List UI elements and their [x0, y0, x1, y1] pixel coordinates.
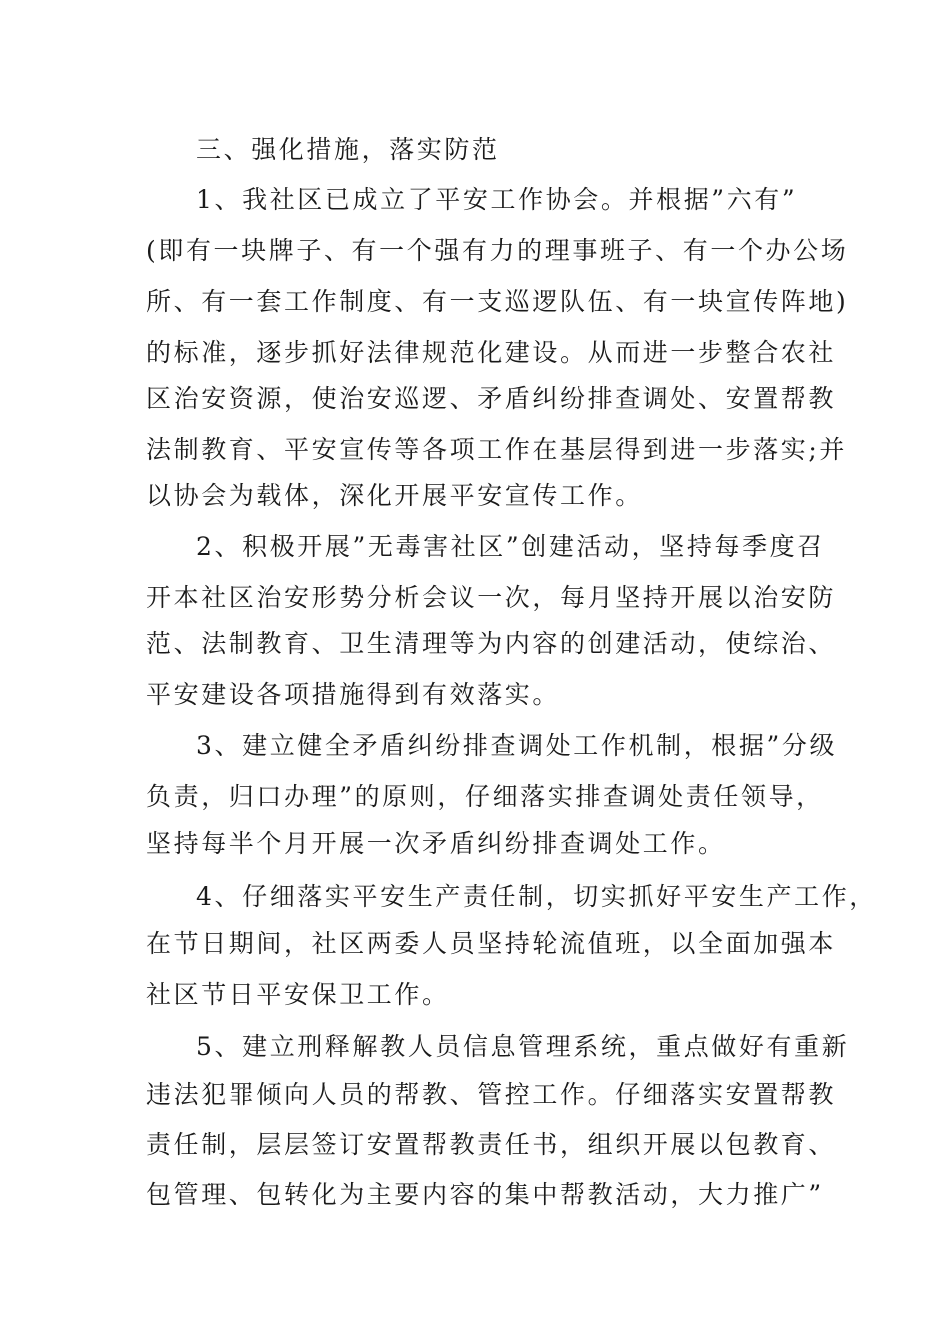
paragraph-line: 2、积极开展”无毒害社区”创建活动，坚持每季度召	[196, 532, 825, 561]
paragraph-line: 责任制，层层签订安置帮教责任书，组织开展以包教育、	[146, 1130, 837, 1159]
paragraph-line: 社区节日平安保卫工作。	[146, 980, 450, 1009]
paragraph-line: 负责，归口办理”的原则，仔细落实排查调处责任领导，	[146, 782, 824, 811]
paragraph-line: 范、法制教育、卫生清理等为内容的创建活动，使综治、	[146, 629, 837, 658]
paragraph-line: 3、建立健全矛盾纠纷排查调处工作机制，根据”分级	[196, 731, 838, 760]
paragraph-line: (即有一块牌子、有一个强有力的理事班子、有一个办公场	[146, 236, 849, 265]
paragraph-line: 开本社区治安形势分析会议一次，每月坚持开展以治安防	[146, 583, 837, 612]
paragraph-line: 违法犯罪倾向人员的帮教、管控工作。仔细落实安置帮教	[146, 1080, 837, 1109]
section-heading: 三、强化措施，落实防范	[196, 135, 500, 164]
paragraph-line: 在节日期间，社区两委人员坚持轮流值班，以全面加强本	[146, 929, 837, 958]
paragraph-line: 4、仔细落实平安生产责任制，切实抓好平安生产工作，	[196, 882, 877, 911]
paragraph-line: 以协会为载体，深化开展平安宣传工作。	[146, 481, 643, 510]
paragraph-line: 5、建立刑释解教人员信息管理系统，重点做好有重新	[196, 1032, 850, 1061]
paragraph-line: 平安建设各项措施得到有效落实。	[146, 680, 561, 709]
paragraph-line: 法制教育、平安宣传等各项工作在基层得到进一步落实;并	[146, 435, 848, 464]
paragraph-line: 1、我社区已成立了平安工作协会。并根据”六有”	[196, 185, 798, 214]
paragraph-line: 区治安资源，使治安巡逻、矛盾纠纷排查调处、安置帮教	[146, 384, 837, 413]
paragraph-line: 所、有一套工作制度、有一支巡逻队伍、有一块宣传阵地)	[146, 287, 849, 316]
paragraph-line: 坚持每半个月开展一次矛盾纠纷排查调处工作。	[146, 829, 726, 858]
paragraph-line: 包管理、包转化为主要内容的集中帮教活动，大力推广”	[146, 1180, 824, 1209]
paragraph-line: 的标准，逐步抓好法律规范化建设。从而进一步整合农社	[146, 338, 837, 367]
